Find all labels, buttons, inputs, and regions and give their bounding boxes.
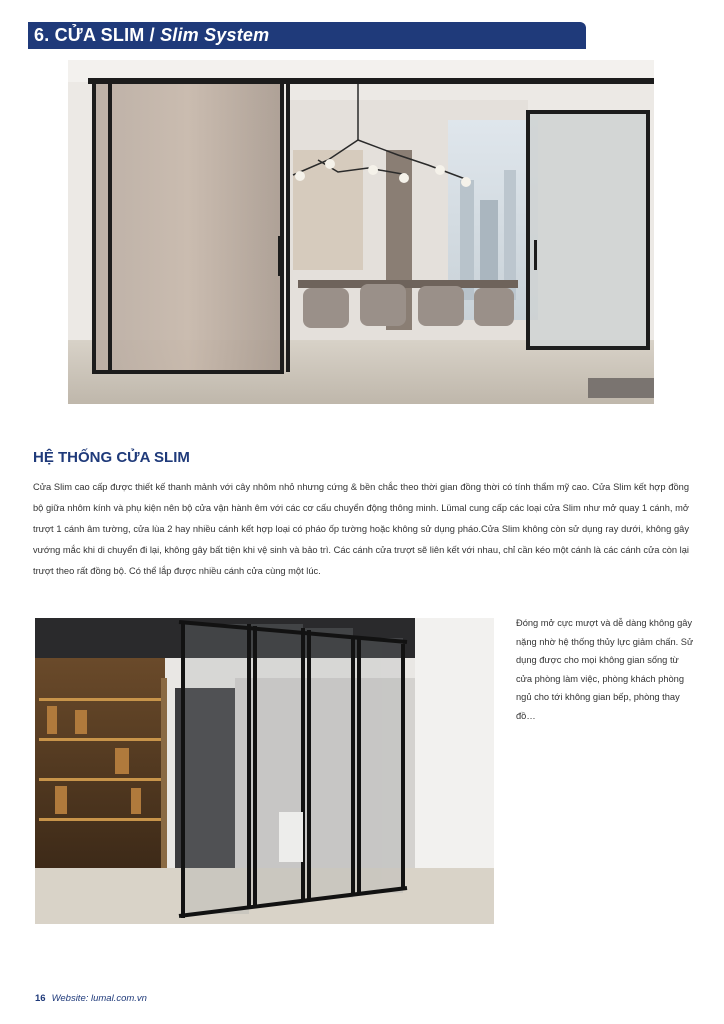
closet-photo	[35, 618, 494, 924]
page-footer	[35, 993, 147, 1004]
title-subtitle: Slim System	[160, 25, 270, 45]
section-body: Cửa Slim cao cấp được thiết kế thanh mảnh với cây nhôm nhỏ nhưng cứng & bền chắc theo thời gian đồng thời có tính thẩm mỹ cao. Cửa Slim kết hợp đồng bộ giữa nhôm kính và phụ kiện nên bộ cửa vận hành êm với các cơ cấu chuyển động thông minh. Lümal cung cấp các loại cửa Slim như mở quay 1 cánh, mở trượt 1 cánh âm tường, cửa lùa 2 hay nhiều cánh kết hợp loại có pháo ốp tường hoặc không sử dụng pháo.Cửa Slim không còn sử dụng ray dưới, không gây vướng mắc khi di chuyển đi lại, không gây bất tiện khi vệ sinh và bảo trì. Các cánh cửa trượt sẽ liên kết với nhau, chỉ cần kéo một cánh là các cánh cửa còn lại trượt theo rất đồng bộ. Có thể lắp được nhiều cánh cửa cùng một lúc.	[33, 482, 689, 576]
title-main: 6. CỬA SLIM /	[34, 25, 161, 45]
page-number: 16	[35, 993, 46, 1004]
section-title: HỆ THỐNG CỬA SLIM	[33, 449, 190, 466]
dining-room-photo	[68, 60, 654, 404]
page-title	[34, 25, 269, 46]
website-link[interactable]: Website: lumal.com.vn	[51, 993, 147, 1004]
photo-caption: Đóng mở cực mượt và dễ dàng không gây nặng nhờ hệ thống thủy lực giảm chấn. Sử dụng được cho mọi không gian sống từ cửa phòng làm việc, phòng khách phòng ngủ cho tới không gian bếp, phòng thay đồ…	[516, 618, 694, 721]
